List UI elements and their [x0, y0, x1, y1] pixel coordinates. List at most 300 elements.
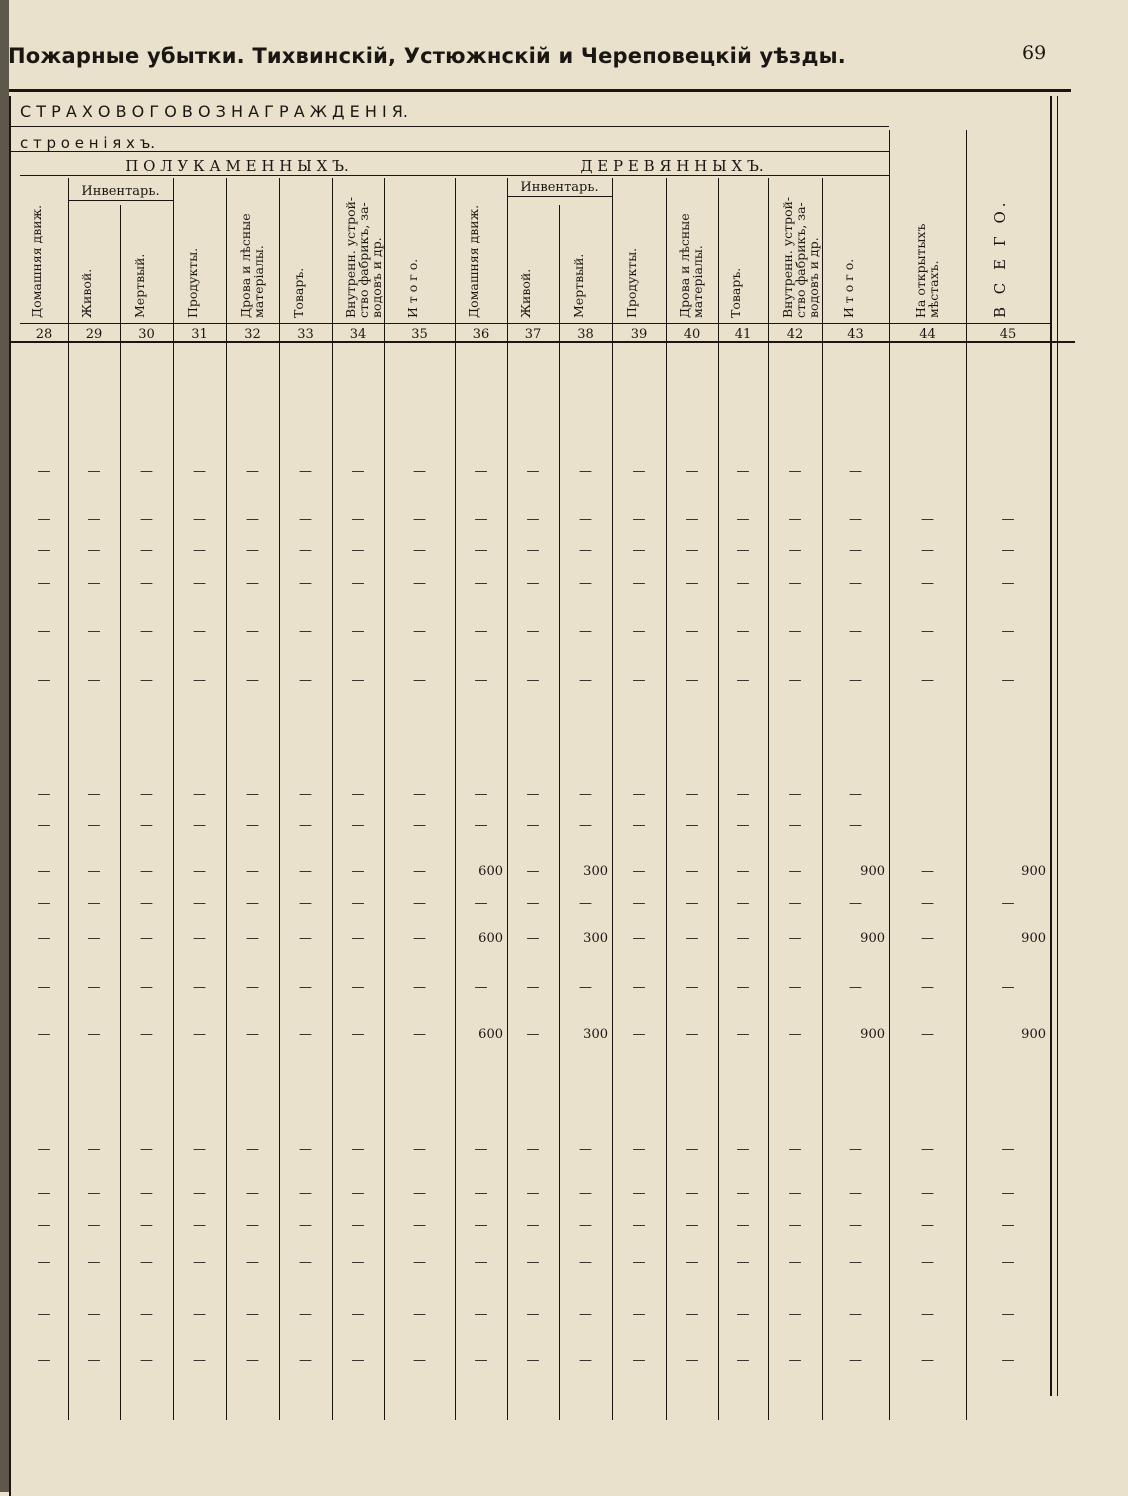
table-cell: —: [246, 1142, 259, 1157]
column-label-30: Мертвый.: [131, 253, 147, 318]
table-cell: —: [193, 896, 206, 911]
table-cell: —: [246, 543, 259, 558]
table-cell: —: [299, 864, 312, 879]
table-cell: —: [351, 864, 365, 879]
table-cell: —: [788, 1307, 802, 1322]
table-cell: —: [299, 624, 312, 639]
table-cell: —: [921, 1255, 934, 1270]
column-label-35: И т о г о.: [404, 258, 420, 318]
table-cell: —: [921, 864, 934, 879]
column-label-38: Мертвый.: [570, 253, 586, 318]
table-cell: —: [849, 980, 862, 995]
table-cell: —: [140, 1186, 153, 1201]
table-cell: —: [921, 896, 934, 911]
table-cell: —: [140, 864, 153, 879]
table-cell: —: [87, 1353, 101, 1368]
table-cell: —: [632, 1218, 646, 1233]
table-cell: —: [474, 576, 488, 591]
table-cell: —: [632, 543, 646, 558]
table-cell: —: [351, 576, 365, 591]
table-cell: 300: [583, 931, 608, 946]
table-cell: —: [579, 1307, 592, 1322]
table-cell: —: [246, 1186, 259, 1201]
table-cell: —: [87, 1186, 101, 1201]
table-cell: —: [632, 896, 646, 911]
table-cell: —: [474, 787, 488, 802]
table-cell: —: [921, 1218, 934, 1233]
column-label-41: Товаръ.: [728, 267, 743, 318]
table-cell: —: [193, 787, 206, 802]
table-cell: —: [87, 624, 101, 639]
table-cell: —: [685, 1027, 699, 1042]
column-label-37: Живой.: [518, 268, 533, 318]
table-cell: —: [413, 1353, 426, 1368]
column-number-36: 36: [472, 327, 490, 342]
table-cell: —: [736, 512, 750, 527]
table-cell: —: [246, 576, 259, 591]
table-cell: —: [921, 980, 934, 995]
table-cell: —: [140, 787, 153, 802]
table-cell: —: [413, 512, 426, 527]
table-cell: —: [140, 1307, 153, 1322]
table-cell: —: [788, 673, 802, 688]
table-cell: —: [37, 1218, 51, 1233]
table-cell: —: [87, 931, 101, 946]
table-cell: —: [413, 1142, 426, 1157]
table-cell: —: [299, 1353, 312, 1368]
table-cell: —: [140, 1353, 153, 1368]
table-cell: —: [579, 1186, 592, 1201]
table-cell: —: [685, 1353, 699, 1368]
table-cell: —: [1001, 1142, 1015, 1157]
table-cell: —: [632, 673, 646, 688]
table-cell: —: [246, 896, 259, 911]
table-cell: —: [140, 673, 153, 688]
banner-underline: [9, 126, 889, 127]
table-cell: —: [299, 673, 312, 688]
table-cell: —: [351, 624, 365, 639]
table-cell: —: [193, 464, 206, 479]
table-cell: —: [579, 1353, 592, 1368]
table-cell: 900: [860, 1027, 885, 1042]
table-cell: —: [849, 512, 862, 527]
table-cell: —: [579, 624, 592, 639]
table-cell: —: [87, 818, 101, 833]
inventory-underline-left: [68, 200, 173, 201]
table-cell: —: [788, 864, 802, 879]
column-number-37: 37: [524, 327, 542, 342]
table-cell: —: [921, 1186, 934, 1201]
table-cell: —: [87, 864, 101, 879]
table-cell: —: [37, 980, 51, 995]
running-title: Пожарные убытки. Тихвинскій, Устюжнскій и Череповецкій уѣзды.: [8, 44, 846, 68]
banner-title: С Т Р А Х О В О Г О В О З Н А Г Р А Ж Д Е Н І Я.: [20, 102, 408, 121]
table-cell: —: [413, 1027, 426, 1042]
table-cell: —: [849, 543, 862, 558]
column-number-29: 29: [85, 327, 103, 342]
table-cell: —: [37, 1353, 51, 1368]
table-cell: —: [579, 1142, 592, 1157]
table-cell: —: [87, 1027, 101, 1042]
table-cell: —: [736, 931, 750, 946]
column-label-31: Продукты.: [184, 247, 200, 318]
table-cell: —: [351, 1142, 365, 1157]
table-cell: —: [413, 1307, 426, 1322]
column-label-39: Продукты.: [624, 247, 639, 318]
table-cell: —: [526, 1186, 540, 1201]
table-cell: —: [140, 624, 153, 639]
table-cell: —: [413, 896, 426, 911]
table-cell: —: [351, 896, 365, 911]
table-cell: —: [299, 1186, 312, 1201]
table-cell: —: [413, 787, 426, 802]
table-cell: —: [37, 1307, 51, 1322]
table-cell: —: [632, 864, 646, 879]
top-rule: [9, 89, 1071, 92]
column-label-29: Живой.: [79, 268, 94, 318]
table-cell: —: [632, 1307, 646, 1322]
table-cell: —: [685, 464, 699, 479]
table-cell: —: [299, 576, 312, 591]
table-cell: —: [140, 1142, 153, 1157]
table-cell: —: [526, 1353, 540, 1368]
column-label-28: Домашняя движ.: [29, 204, 44, 318]
column-number-topline: [20, 323, 1050, 324]
table-cell: —: [351, 464, 365, 479]
column-label-34: Внутренн. устрой- ство фабрикъ, за- водовъ и др.: [343, 196, 384, 318]
table-cell: —: [921, 1027, 934, 1042]
table-cell: —: [299, 512, 312, 527]
table-cell: —: [685, 787, 699, 802]
table-cell: —: [246, 1218, 259, 1233]
table-cell: —: [37, 543, 51, 558]
table-cell: —: [87, 464, 101, 479]
table-cell: —: [579, 464, 592, 479]
right-border-rule-outer: [1057, 96, 1058, 1396]
table-cell: —: [193, 931, 206, 946]
table-cell: —: [788, 464, 802, 479]
table-cell: —: [526, 1218, 540, 1233]
table-cell: —: [632, 931, 646, 946]
inventory-header-right: Инвентарь.: [520, 180, 599, 195]
table-cell: —: [299, 896, 312, 911]
table-cell: —: [921, 1142, 934, 1157]
table-cell: —: [579, 1218, 592, 1233]
column-number-39: 39: [630, 327, 648, 342]
table-cell: —: [736, 673, 750, 688]
column-number-41: 41: [734, 327, 752, 342]
table-cell: —: [246, 1307, 259, 1322]
table-cell: —: [413, 543, 426, 558]
table-cell: 600: [478, 1027, 503, 1042]
table-cell: —: [474, 543, 488, 558]
table-cell: —: [474, 896, 488, 911]
column-number-28: 28: [35, 327, 53, 342]
table-cell: —: [736, 543, 750, 558]
table-cell: —: [140, 1027, 153, 1042]
table-cell: —: [140, 576, 153, 591]
table-cell: —: [413, 931, 426, 946]
column-label-43: И т о г о.: [840, 258, 856, 318]
table-cell: —: [87, 980, 101, 995]
table-cell: —: [685, 512, 699, 527]
table-cell: —: [632, 512, 646, 527]
table-cell: —: [474, 1218, 488, 1233]
table-cell: —: [37, 464, 51, 479]
table-cell: —: [37, 673, 51, 688]
table-cell: —: [849, 818, 862, 833]
column-number-30: 30: [138, 327, 155, 342]
column-rule-15: [822, 178, 823, 1420]
table-cell: —: [299, 1142, 312, 1157]
table-cell: —: [246, 1255, 259, 1270]
table-cell: —: [140, 896, 153, 911]
table-cell: —: [474, 1186, 488, 1201]
table-cell: —: [140, 980, 153, 995]
table-cell: —: [474, 464, 488, 479]
table-cell: —: [474, 818, 488, 833]
table-cell: —: [413, 464, 426, 479]
table-cell: —: [351, 543, 365, 558]
table-cell: —: [413, 1218, 426, 1233]
table-cell: —: [736, 1307, 750, 1322]
table-cell: —: [37, 624, 51, 639]
table-cell: —: [246, 787, 259, 802]
table-cell: —: [788, 624, 802, 639]
table-cell: —: [193, 576, 206, 591]
table-cell: —: [140, 1218, 153, 1233]
table-cell: —: [685, 1186, 699, 1201]
table-cell: —: [474, 1307, 488, 1322]
table-cell: —: [299, 464, 312, 479]
table-cell: —: [87, 1218, 101, 1233]
table-cell: —: [632, 818, 646, 833]
table-cell: —: [193, 543, 206, 558]
table-cell: —: [193, 1218, 206, 1233]
table-cell: —: [579, 818, 592, 833]
table-cell: —: [299, 1307, 312, 1322]
table-cell: —: [736, 1142, 750, 1157]
table-cell: —: [579, 787, 592, 802]
inventory-underline-right: [507, 196, 612, 197]
table-cell: —: [849, 896, 862, 911]
column-number-43: 43: [847, 327, 864, 342]
table-cell: —: [246, 1027, 259, 1042]
table-cell: —: [1001, 673, 1015, 688]
table-cell: —: [526, 512, 540, 527]
table-cell: —: [193, 624, 206, 639]
table-cell: —: [413, 576, 426, 591]
table-cell: —: [246, 512, 259, 527]
table-cell: —: [37, 1255, 51, 1270]
table-cell: 900: [1021, 1027, 1046, 1042]
table-cell: —: [632, 1142, 646, 1157]
table-cell: —: [849, 787, 862, 802]
table-cell: —: [351, 1353, 365, 1368]
table-cell: 300: [583, 1027, 608, 1042]
table-cell: —: [351, 1027, 365, 1042]
table-cell: —: [351, 673, 365, 688]
table-cell: —: [413, 980, 426, 995]
column-number-44: 44: [919, 327, 936, 342]
table-cell: —: [579, 543, 592, 558]
table-cell: —: [736, 624, 750, 639]
table-cell: —: [246, 624, 259, 639]
table-cell: —: [526, 818, 540, 833]
table-cell: —: [193, 1186, 206, 1201]
table-cell: —: [685, 896, 699, 911]
table-cell: —: [849, 673, 862, 688]
table-cell: —: [579, 512, 592, 527]
column-number-31: 31: [191, 327, 208, 342]
table-cell: —: [788, 787, 802, 802]
table-cell: —: [685, 624, 699, 639]
table-cell: —: [193, 1307, 206, 1322]
table-cell: —: [632, 624, 646, 639]
table-cell: —: [351, 818, 365, 833]
table-cell: —: [299, 818, 312, 833]
table-cell: —: [526, 931, 540, 946]
column-label-42: Внутренн. устрой- ство фабрикъ, за- водовъ и др.: [780, 196, 821, 318]
table-cell: —: [1001, 980, 1015, 995]
table-cell: —: [579, 576, 592, 591]
table-cell: —: [849, 1255, 862, 1270]
column-label-44: На открытыхъ мѣстахъ.: [912, 223, 941, 318]
table-cell: —: [788, 931, 802, 946]
table-cell: —: [921, 624, 934, 639]
table-cell: —: [736, 1027, 750, 1042]
column-label-32: Дрова и лѣсные матеріалы.: [237, 213, 266, 318]
table-cell: —: [1001, 543, 1015, 558]
table-cell: —: [351, 787, 365, 802]
table-cell: —: [685, 673, 699, 688]
table-cell: —: [736, 980, 750, 995]
table-cell: —: [632, 980, 646, 995]
table-cell: —: [736, 787, 750, 802]
table-cell: —: [37, 896, 51, 911]
table-cell: —: [632, 576, 646, 591]
table-cell: —: [849, 1218, 862, 1233]
group-wooden: Д Е Р Е В Я Н Н Ы Х Ъ.: [580, 157, 764, 175]
table-cell: —: [736, 576, 750, 591]
table-cell: —: [246, 980, 259, 995]
table-cell: —: [526, 464, 540, 479]
table-cell: —: [788, 512, 802, 527]
table-cell: —: [37, 512, 51, 527]
table-cell: —: [37, 1186, 51, 1201]
table-cell: —: [37, 931, 51, 946]
column-rule-10: [559, 205, 560, 1420]
column-number-32: 32: [244, 327, 261, 342]
table-cell: —: [685, 1255, 699, 1270]
table-cell: —: [526, 1027, 540, 1042]
table-cell: —: [1001, 1255, 1015, 1270]
column-label-40: Дрова и лѣсные матеріалы.: [677, 213, 705, 318]
table-cell: —: [246, 673, 259, 688]
table-cell: —: [736, 896, 750, 911]
table-cell: —: [1001, 1218, 1015, 1233]
table-cell: —: [921, 673, 934, 688]
table-cell: —: [788, 818, 802, 833]
table-cell: —: [474, 1142, 488, 1157]
table-cell: —: [788, 980, 802, 995]
column-label-33: Товаръ.: [290, 267, 306, 318]
table-cell: 900: [860, 931, 885, 946]
table-cell: —: [246, 931, 259, 946]
table-cell: —: [526, 673, 540, 688]
table-cell: —: [140, 543, 153, 558]
table-cell: —: [526, 1255, 540, 1270]
table-cell: —: [526, 624, 540, 639]
table-cell: —: [37, 576, 51, 591]
table-cell: —: [788, 1027, 802, 1042]
table-cell: 600: [478, 864, 503, 879]
table-cell: —: [87, 673, 101, 688]
table-cell: —: [685, 1142, 699, 1157]
table-cell: —: [193, 1353, 206, 1368]
table-cell: —: [685, 818, 699, 833]
table-cell: —: [299, 1027, 312, 1042]
table-cell: —: [140, 512, 153, 527]
table-cell: —: [526, 896, 540, 911]
table-cell: —: [1001, 1353, 1015, 1368]
table-cell: —: [351, 1255, 365, 1270]
table-cell: —: [736, 1218, 750, 1233]
table-cell: —: [413, 673, 426, 688]
table-cell: —: [921, 512, 934, 527]
table-cell: —: [788, 1255, 802, 1270]
column-number-33: 33: [297, 327, 314, 342]
table-cell: —: [849, 464, 862, 479]
table-cell: —: [736, 1186, 750, 1201]
table-cell: —: [1001, 576, 1015, 591]
table-cell: —: [474, 980, 488, 995]
table-cell: —: [526, 787, 540, 802]
table-cell: —: [685, 1307, 699, 1322]
table-cell: —: [736, 1255, 750, 1270]
table-cell: —: [685, 543, 699, 558]
table-cell: —: [299, 980, 312, 995]
table-cell: —: [87, 1307, 101, 1322]
table-cell: —: [351, 1186, 365, 1201]
column-number-34: 34: [349, 327, 367, 342]
table-cell: —: [299, 931, 312, 946]
left-border-rule: [9, 96, 11, 1496]
table-cell: 900: [1021, 931, 1046, 946]
table-cell: —: [632, 1186, 646, 1201]
table-cell: —: [921, 543, 934, 558]
group-semistone: П О Л У К А М Е Н Н Ы Х Ъ.: [125, 157, 349, 175]
table-cell: —: [193, 1142, 206, 1157]
column-number-40: 40: [683, 327, 701, 342]
table-cell: —: [849, 1186, 862, 1201]
table-cell: —: [246, 864, 259, 879]
table-cell: —: [788, 896, 802, 911]
table-cell: —: [299, 1218, 312, 1233]
table-cell: —: [351, 980, 365, 995]
table-cell: —: [351, 1218, 365, 1233]
group-underline: [20, 175, 889, 176]
table-cell: —: [788, 1142, 802, 1157]
table-cell: —: [632, 1255, 646, 1270]
table-cell: —: [685, 931, 699, 946]
table-cell: —: [1001, 512, 1015, 527]
table-cell: —: [788, 1353, 802, 1368]
table-cell: —: [140, 1255, 153, 1270]
table-cell: —: [87, 1142, 101, 1157]
table-cell: —: [526, 1307, 540, 1322]
table-cell: 300: [583, 864, 608, 879]
